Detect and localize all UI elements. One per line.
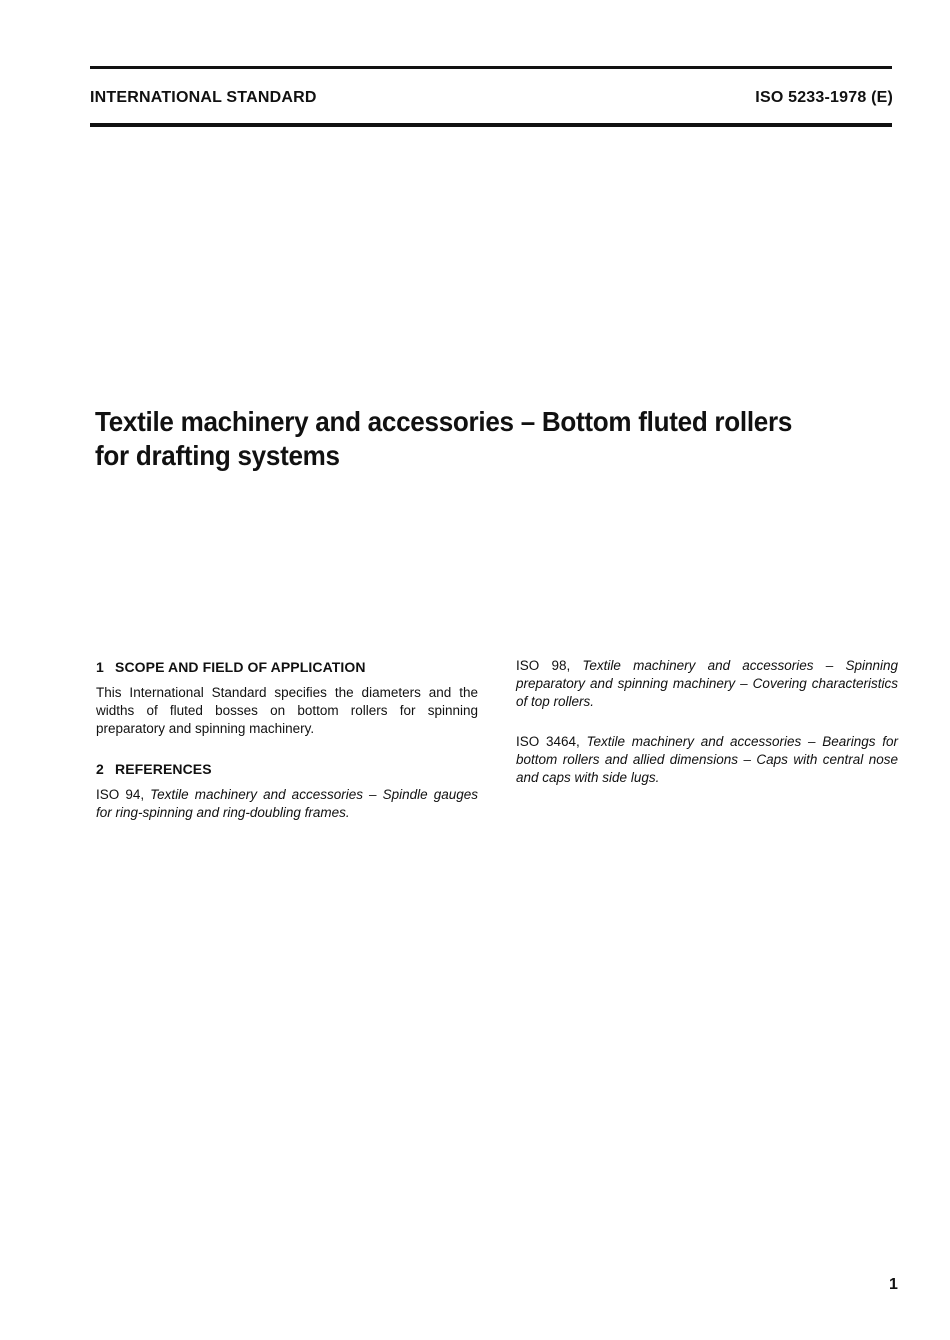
- section-1-title: SCOPE AND FIELD OF APPLICATION: [115, 659, 366, 675]
- reference-code: ISO 3464,: [516, 734, 580, 749]
- standard-number-label: ISO 5233-1978 (E): [755, 89, 893, 106]
- reference-title: Textile machinery and accessories – Spindle gauges for ring-spinning and ring-doubling frames.: [96, 787, 478, 820]
- reference-iso-3464: [516, 733, 898, 787]
- reference-code: ISO 94,: [96, 787, 145, 802]
- title-line-1: Textile machinery and accessories – Bottom fluted rollers: [95, 406, 793, 437]
- section-2-title: REFERENCES: [115, 761, 212, 777]
- right-column: [516, 657, 898, 809]
- section-2-heading: [96, 760, 478, 778]
- title-line-2: for drafting systems: [95, 440, 340, 471]
- reference-title: Textile machinery and accessories – Spinning preparatory and spinning machinery – Covering characteristics of top rollers.: [516, 658, 898, 709]
- section-2-number: 2: [96, 761, 104, 777]
- reference-iso-94: [96, 786, 478, 822]
- section-1-body: This International Standard specifies the diameters and the widths of fluted bosses on bottom rollers for spinning preparatory and spinning machinery.: [96, 685, 478, 736]
- reference-title: Textile machinery and accessories – Bearings for bottom rollers and allied dimensions – Caps with central nose and caps with side lugs.: [516, 734, 898, 785]
- document-title: [95, 405, 839, 473]
- header-rule-top: [90, 66, 892, 69]
- reference-code: ISO 98,: [516, 658, 571, 673]
- page-number: 1: [889, 1276, 898, 1293]
- section-1-number: 1: [96, 659, 104, 675]
- document-type-label: INTERNATIONAL STANDARD: [90, 89, 317, 106]
- header-rule-bottom: [90, 123, 892, 127]
- reference-iso-98: [516, 657, 898, 711]
- section-1-heading: [96, 658, 478, 676]
- left-column: [96, 658, 478, 844]
